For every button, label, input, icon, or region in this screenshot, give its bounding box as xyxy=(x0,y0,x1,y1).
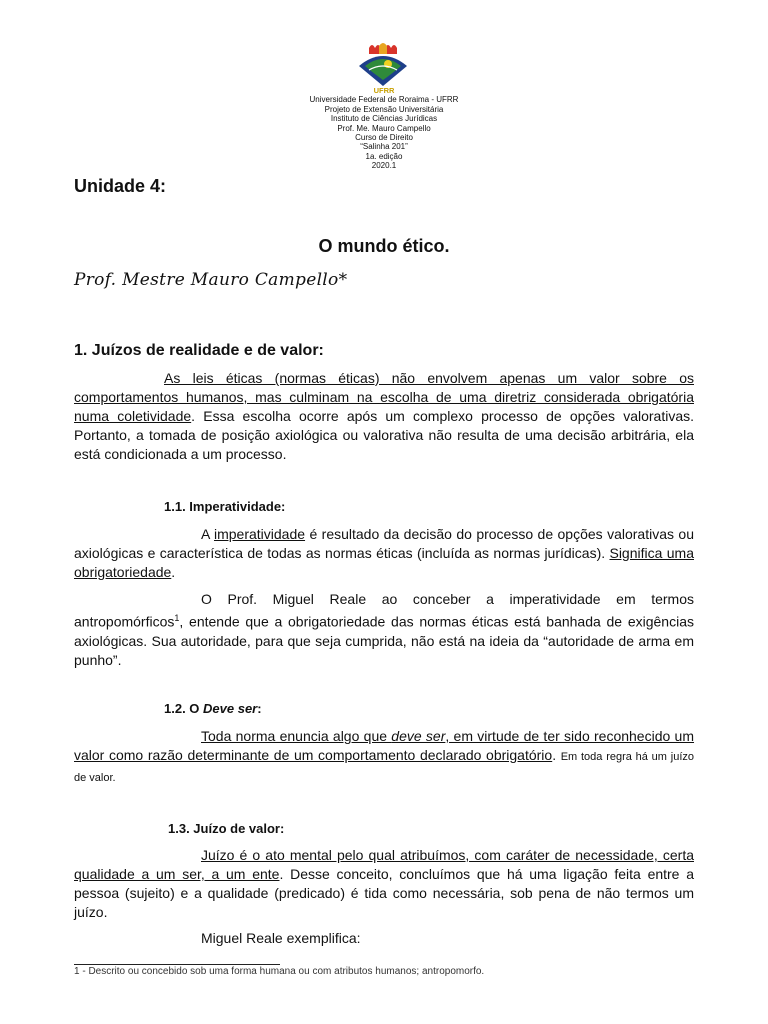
header-line: Universidade Federal de Roraima - UFRR xyxy=(309,95,459,105)
author-line: Prof. Mestre Mauro Campello* xyxy=(74,270,348,290)
unit-title: Unidade 4: xyxy=(74,176,167,196)
underlined-text: Significa uma obrigatoriedade xyxy=(74,545,694,580)
heading-italic: Deve ser xyxy=(203,701,258,716)
paragraph-text: . xyxy=(552,747,561,763)
underlined-text: , em virtude de ter sido reconhecido um valor como razão determinante de um comportamento declarado obrigatório xyxy=(74,728,695,763)
paragraph-text: . Essa escolha ocorre após um complexo processo de opções valorativas. Portanto, a tomada de posição axiológica ou valorativa não resulta de uma decisão arbitrária, ela está condicionada a um processo. xyxy=(74,408,694,462)
paragraph-text: é resultado da decisão do processo de opções valorativas ou axiológicas e característica de todas as normas éticas (incluída as normas jurídicas). xyxy=(74,526,694,561)
paragraph-text: O Prof. Miguel Reale ao conceber a imperatividade em termos antropomórficos xyxy=(74,591,694,630)
section-1-1-paragraph-1 xyxy=(74,525,694,582)
paragraph-text: Miguel Reale exemplifica: xyxy=(201,930,361,946)
section-1-3-paragraph-2 xyxy=(74,929,694,948)
underlined-text: As leis éticas (normas éticas) não envolvem apenas um valor sobre os comportamentos humanos, mas culminam na escolha de uma diretriz considerada obrigatória numa coletividade xyxy=(74,370,694,424)
footnote: 1 - Descrito ou concebido sob uma forma humana ou com atributos humanos; antropomorfo. xyxy=(74,966,485,977)
header-line: Curso de Direito xyxy=(355,133,413,143)
underlined-italic: deve ser xyxy=(391,728,446,744)
header-line: Projeto de Extensão Universitária xyxy=(324,104,444,114)
paragraph-text: . xyxy=(171,564,176,580)
section-1-heading: 1. Juízos de realidade e de valor: xyxy=(74,342,324,359)
paragraph-text: A xyxy=(201,526,214,542)
heading-text: 1.2. O xyxy=(164,701,204,716)
underlined-text: Toda norma enuncia algo que xyxy=(201,728,392,744)
section-1-3-paragraph-1 xyxy=(74,846,694,922)
page-title: O mundo ético. xyxy=(318,236,450,256)
footnote-separator xyxy=(74,964,280,965)
header-line: Prof. Me. Mauro Campello xyxy=(337,123,431,133)
section-1-2-heading xyxy=(164,701,262,716)
section-1-3-heading: 1.3. Juízo de valor: xyxy=(168,821,285,836)
underlined-text: Juízo é o ato mental pelo qual atribuímos, com caráter de necessidade, certa qualidade a um ser, a um ente xyxy=(74,847,694,882)
paragraph-text: , entende que a obrigatoriedade das normas éticas está banhada de exigências axiológicas. Sua autoridade, para que seja cumprida, não está na ideia da “autoridade de arma em punho”. xyxy=(74,613,694,668)
small-text: Em toda regra há um juízo de valor. xyxy=(74,751,694,784)
header-line: 2020.1 xyxy=(371,161,397,171)
heading-text: : xyxy=(257,701,262,716)
header-line: “Salinha 201” xyxy=(360,142,408,152)
institution-header xyxy=(234,86,534,171)
header-line: 1a. edição xyxy=(365,151,403,161)
institution-abbr: UFRR xyxy=(373,86,395,95)
ufrr-logo xyxy=(355,40,411,92)
header-line: Instituto de Ciências Jurídicas xyxy=(330,114,438,124)
footnote-ref: 1 xyxy=(174,613,180,623)
paragraph-text: . Desse conceito, concluímos que há uma ligação feita entre a pessoa (sujeito) e a qualidade (predicado) é tida como necessária, sob pena de não termos um juízo. xyxy=(74,866,695,920)
section-1-1-heading: 1.1. Imperatividade: xyxy=(164,499,286,514)
section-1-1-paragraph-2 xyxy=(74,590,694,670)
underlined-text: imperatividade xyxy=(213,526,306,542)
section-1-2-paragraph xyxy=(74,727,694,788)
section-1-paragraph xyxy=(74,369,694,464)
